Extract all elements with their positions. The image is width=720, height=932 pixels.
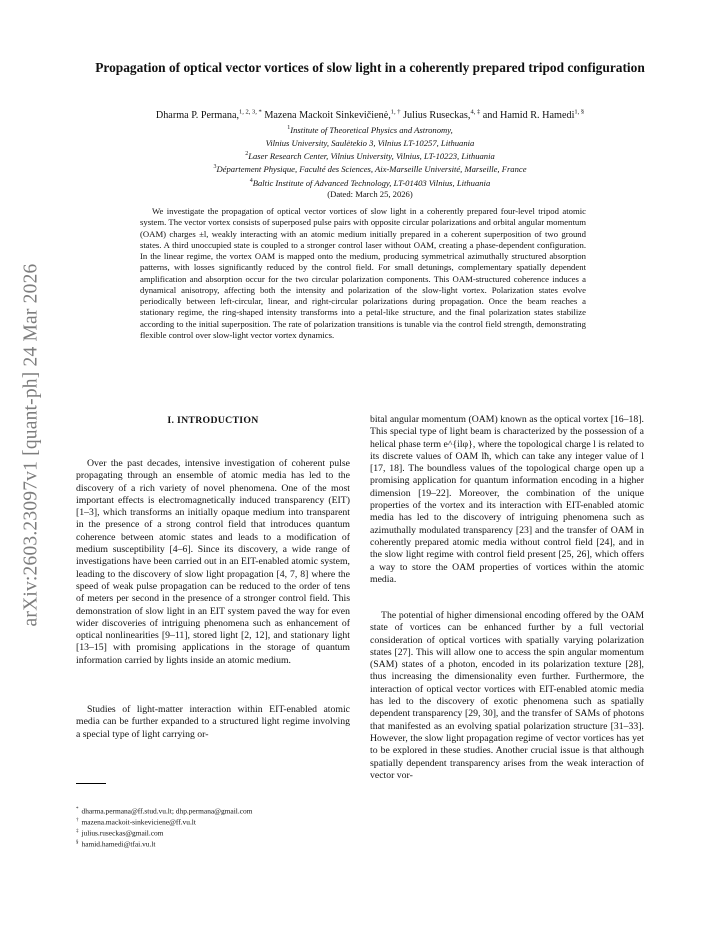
footnote-email: † mazena.mackoit-sinkeviciene@ff.vu.lt <box>76 817 196 827</box>
affiliations <box>60 123 680 200</box>
author: Mazena Mackoit Sinkevičienė,$^{1, \dagger}$ <box>264 109 401 122</box>
left-column-paragraph-2 <box>76 704 350 741</box>
right-column-paragraph-1 <box>370 414 644 586</box>
body-paragraph: Studies of light-matter interaction within EIT-enabled atomic media can be further expanded to a structured light regime involving a special type of light carrying or- <box>76 704 350 740</box>
author: Dharma P. Permana,$^{1, 2, 3, *}$ <box>155 109 262 122</box>
body-paragraph: bital angular momentum (OAM) known as the optical vortex [16–18]. This special type of light beam is characterized by the possession of a helical phase term e^{ilφ}, where the topological charge l is related to its discrete values of OAM lħ, which can take any integer value of l [17, 18]. The boundless values of the topological charge open up a promising application for quantum information encoding in a higher dimension [19–22]. Moreover, the combination of the unique properties of the vortex and its interaction with EIT-enabled atomic media has led to the discovery of intriguing phenomena such as azimuthally modulated transparency [23] and the transfer of OAM in coherently prepared atomic media without control field [24], and in the slow light regime with control field present [25, 26], which offers a way to store the OAM properties of vortices within the atomic media. <box>370 414 644 585</box>
author: Julius Ruseckas,$^{4, \ddagger}$ <box>403 109 481 122</box>
body-paragraph: Over the past decades, intensive investigation of coherent pulse propagating through an ensemble of atomic media has led to the discovery of a rich variety of novel phenomena. One of the most important effects is electromagnetically induced transparency (EIT) [1–3], which transforms an initially opaque medium into transparent in the presence of a strong control field that introduces quantum coherence between atomic states and leads to a modification of medium susceptibility [4–6]. Since its discovery, a wide range of investigations have been carried out in an EIT-enabled atomic system, leading to the discovery of slow light propagation [4, 7, 8] where the speed of weak pulse propagation can be reduced to the order of tens of meters per second in the presence of a stronger control field. This demonstration of slow light in an EIT system paved the way for even wider discoveries of intriguing phenomena such as enhancement of optical nonlinearities [9–11], stored light [2, 12], and stationary light [13–15] with promising applications in the storage of quantum information carried by lights inside an atomic medium. <box>76 458 350 666</box>
footnote-email: * dharma.permana@ff.stud.vu.lt; dhp.permana@gmail.com <box>76 806 253 816</box>
body-paragraph: The potential of higher dimensional encoding offered by the OAM state of vortices can be enhanced further by a full vectorial consideration of optical vortices with spatially varying polarization states [27]. This will allow one to access the spin angular momentum (SAM) states of a photon, encoded in its polarization texture [28], thus increasing the dimensionality even further. Furthermore, the interaction of optical vector vortices with EIT-enabled atomic media has led to the discovery of exotic phenomena such as spatially dependent transparency [29, 30], and the transfer of SAMs of photons that manifested as an evolving spatial polarization structure [31–33]. However, the slow light propagation regime of vector vortices has yet to be explored in these studies. Another crucial issue is that although spatially dependent transparency arises from the weak interaction of vector vor- <box>370 610 644 781</box>
author-list <box>60 106 680 122</box>
affiliation-line: $^3$Département Physique, Faculté des Sciences, Aix-Marseille Université, Marseille, France <box>213 164 527 175</box>
affiliation-line: $^1$Institute of Theoretical Physics and Astronomy, <box>287 124 453 135</box>
section-heading-introduction: I. INTRODUCTION <box>167 415 259 426</box>
affiliation-line: $^4$Baltic Institute of Advanced Technology, LT-01403 Vilnius, Lithuania <box>249 177 491 188</box>
abstract: We investigate the propagation of optical vector vortices of slow light in a coherently prepared four-level tripod atomic system. The vector vortex consists of superposed pulse pairs with opposite circular polarizations and orbital angular momentum (OAM) charges ±l, weakly interacting with an atomic medium initially prepared in a coherent superposition of two ground states. A third unoccupied state is coupled to a stronger control laser without OAM, creating a phase-dependent configuration. In the linear regime, the vortex OAM is mapped onto the medium, producing symmetrical azimuthally structured absorption patterns, with losses significantly reduced by the control field. For small detunings, complementary spatially dependent amplification and absorption occur for the two circular polarization components. This OAM-structured coherence induces a dynamical anisotropy, affecting both the intensity and polarization of the slow-light vortex. Polarization states evolve periodically between left-circular, linear, and right-circular polarizations during propagation. Once the beam reaches a stationary regime, the ring-shaped intensity transforms into a petal-like structure, and the final polarization states stabilize according to the initial superposition. The rate of polarization transitions is tunable via the control field strength, demonstrating flexible control over slow-light vector vortex dynamics. <box>140 206 586 340</box>
arxiv-identifier-stamp <box>6 245 56 645</box>
author: and Hamid R. Hamedi$^{1, \S}$ <box>482 109 585 122</box>
footnotes <box>76 805 356 849</box>
paper-title: Propagation of optical vector vortices of slow light in a coherently prepared tripod configuration <box>95 60 645 75</box>
footnote-email: ‡ julius.ruseckas@gmail.com <box>76 828 164 838</box>
affiliation-line: $^2$Laser Research Center, Vilnius University, Vilnius, LT-10223, Lithuania <box>245 151 495 162</box>
dated-line: (Dated: March 25, 2026) <box>327 188 413 199</box>
arxiv-identifier: arXiv:2603.23097v1 [quant-ph] 24 Mar 2026 <box>20 263 41 627</box>
right-column-paragraph-2 <box>370 610 644 782</box>
left-column-paragraph-1 <box>76 458 350 667</box>
footnote-email: § hamid.hamedi@tfai.vu.lt <box>76 839 156 849</box>
affiliation-line: Vilnius University, Saulėtekio 3, Vilnius LT-10257, Lithuania <box>265 138 475 149</box>
footnote-divider <box>76 783 106 784</box>
